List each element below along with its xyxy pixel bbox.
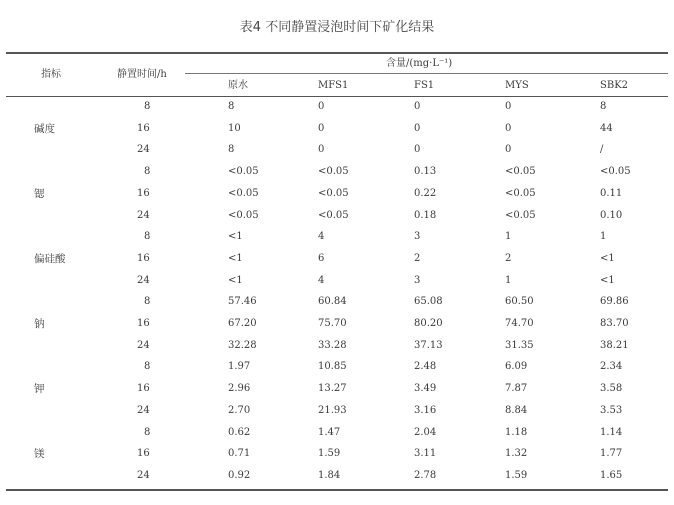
value-cell: 0.62 <box>228 426 251 438</box>
value-cell: 2.96 <box>228 383 251 395</box>
value-cell: <0.05 <box>505 209 536 221</box>
time-cell: 24 <box>137 274 150 286</box>
header-rule <box>6 96 668 97</box>
value-cell: 75.70 <box>318 318 347 329</box>
header-column-4: SBK2 <box>600 80 629 91</box>
value-cell: 0.11 <box>600 187 623 199</box>
value-cell: 0 <box>505 144 512 156</box>
value-cell: 3.49 <box>414 383 437 395</box>
time-cell: 16 <box>137 122 150 134</box>
value-cell: 1.18 <box>505 426 528 438</box>
value-cell: 1.47 <box>318 426 341 438</box>
value-cell: 4 <box>318 231 325 243</box>
value-cell: <0.05 <box>505 166 536 178</box>
value-cell: 2.70 <box>228 404 251 416</box>
value-cell: 10 <box>228 122 241 134</box>
value-cell: 0 <box>505 101 512 112</box>
value-cell: 1.77 <box>600 448 623 460</box>
value-cell: <0.05 <box>318 209 349 221</box>
value-cell: 1.59 <box>505 469 528 481</box>
value-cell: 0 <box>318 122 325 134</box>
value-cell: 1.97 <box>228 361 251 373</box>
table-title: 表4 不同静置浸泡时间下矿化结果 <box>239 20 435 35</box>
value-cell: 2.04 <box>414 426 437 438</box>
value-cell: 65.08 <box>414 296 443 308</box>
value-cell: <1 <box>600 274 615 286</box>
bottom-rule <box>6 489 668 491</box>
value-cell: 10.85 <box>318 361 347 373</box>
value-cell: 8 <box>600 101 607 112</box>
time-cell: 8 <box>144 361 151 373</box>
value-cell: 3.58 <box>600 383 623 395</box>
value-cell: 1.65 <box>600 469 623 481</box>
value-cell: 60.84 <box>318 296 347 308</box>
value-cell: 0.10 <box>600 209 623 221</box>
value-cell: <0.05 <box>228 166 259 178</box>
value-cell: 0.92 <box>228 469 251 481</box>
indicator-name: 锶 <box>34 187 45 200</box>
value-cell: 21.93 <box>318 404 347 416</box>
indicator-name: 钾 <box>34 383 45 396</box>
value-cell: <0.05 <box>318 187 349 199</box>
value-cell: 0 <box>318 101 325 112</box>
value-cell: 44 <box>600 122 613 134</box>
value-cell: 0 <box>414 101 421 112</box>
value-cell: 8.84 <box>505 404 528 416</box>
value-cell: 0 <box>414 144 421 156</box>
header-column-1: MFS1 <box>318 80 349 91</box>
time-cell: 16 <box>137 187 150 199</box>
value-cell: 8 <box>228 101 235 112</box>
value-cell: 1 <box>600 231 607 243</box>
value-cell: <1 <box>228 231 243 243</box>
indicator-name: 偏硅酸 <box>34 252 66 265</box>
top-rule <box>6 52 668 54</box>
value-cell: 2 <box>414 252 421 264</box>
value-cell: <1 <box>228 252 243 264</box>
header-indicator: 指标 <box>41 69 61 80</box>
time-cell: 16 <box>137 252 150 264</box>
time-cell: 8 <box>144 296 151 308</box>
value-cell: 3.11 <box>414 448 437 460</box>
value-cell: 3 <box>414 274 421 286</box>
time-cell: 16 <box>137 383 150 395</box>
value-cell: 1.59 <box>318 448 341 460</box>
value-cell: 1 <box>505 231 512 243</box>
time-cell: 24 <box>137 404 150 416</box>
value-cell: 1.84 <box>318 469 341 481</box>
header-column-2: FS1 <box>414 80 435 91</box>
value-cell: 31.35 <box>505 339 534 351</box>
time-cell: 8 <box>144 231 151 243</box>
value-cell: 6.09 <box>505 361 528 373</box>
value-cell: 3 <box>414 231 421 243</box>
header-time: 静置时间/h <box>117 69 167 80</box>
value-cell: 1.14 <box>600 426 623 438</box>
time-cell: 8 <box>144 166 151 178</box>
value-cell: 2.48 <box>414 361 437 373</box>
value-cell: <1 <box>600 252 615 264</box>
header-column-0: 原水 <box>228 80 248 91</box>
time-cell: 16 <box>137 318 150 329</box>
value-cell: 37.13 <box>414 339 443 351</box>
value-cell: 83.70 <box>600 318 629 329</box>
value-cell: 0 <box>505 122 512 134</box>
header-column-3: MYS <box>505 80 529 91</box>
value-cell: / <box>600 144 604 156</box>
indicator-name: 镁 <box>34 448 45 461</box>
value-cell: 8 <box>228 144 235 156</box>
time-cell: 16 <box>137 448 150 460</box>
value-cell: 38.21 <box>600 339 629 351</box>
value-cell: 2 <box>505 252 512 264</box>
value-cell: 3.16 <box>414 404 437 416</box>
indicator-name: 碱度 <box>34 122 55 135</box>
value-cell: 0.71 <box>228 448 251 460</box>
value-cell: 3.53 <box>600 404 623 416</box>
value-cell: 13.27 <box>318 383 347 395</box>
time-cell: 24 <box>137 339 150 351</box>
header-sub-rule <box>185 73 668 74</box>
value-cell: <0.05 <box>228 187 259 199</box>
value-cell: 6 <box>318 252 325 264</box>
time-cell: 8 <box>144 101 151 112</box>
value-cell: <0.05 <box>228 209 259 221</box>
value-cell: <0.05 <box>505 187 536 199</box>
value-cell: 0.18 <box>414 209 437 221</box>
value-cell: 4 <box>318 274 325 286</box>
value-cell: 2.34 <box>600 361 623 373</box>
time-cell: 24 <box>137 209 150 221</box>
indicator-name: 钠 <box>34 318 45 330</box>
value-cell: 32.28 <box>228 339 257 351</box>
value-cell: 80.20 <box>414 318 443 329</box>
header-content: 含量/(mg·L⁻¹) <box>386 58 453 69</box>
value-cell: 0 <box>414 122 421 134</box>
value-cell: 69.86 <box>600 296 629 308</box>
value-cell: <0.05 <box>318 166 349 178</box>
value-cell: 0.22 <box>414 187 437 199</box>
time-cell: 24 <box>137 469 150 481</box>
value-cell: <1 <box>228 274 243 286</box>
value-cell: 0.13 <box>414 166 437 178</box>
value-cell: 67.20 <box>228 318 257 329</box>
value-cell: 2.78 <box>414 469 437 481</box>
value-cell: 7.87 <box>505 383 528 395</box>
time-cell: 8 <box>144 426 151 438</box>
value-cell: 1.32 <box>505 448 528 460</box>
value-cell: <0.05 <box>600 166 631 178</box>
value-cell: 57.46 <box>228 296 257 308</box>
value-cell: 60.50 <box>505 296 534 308</box>
value-cell: 33.28 <box>318 339 347 351</box>
value-cell: 74.70 <box>505 318 534 329</box>
value-cell: 0 <box>318 144 325 156</box>
value-cell: 1 <box>505 274 512 286</box>
time-cell: 24 <box>137 144 150 156</box>
